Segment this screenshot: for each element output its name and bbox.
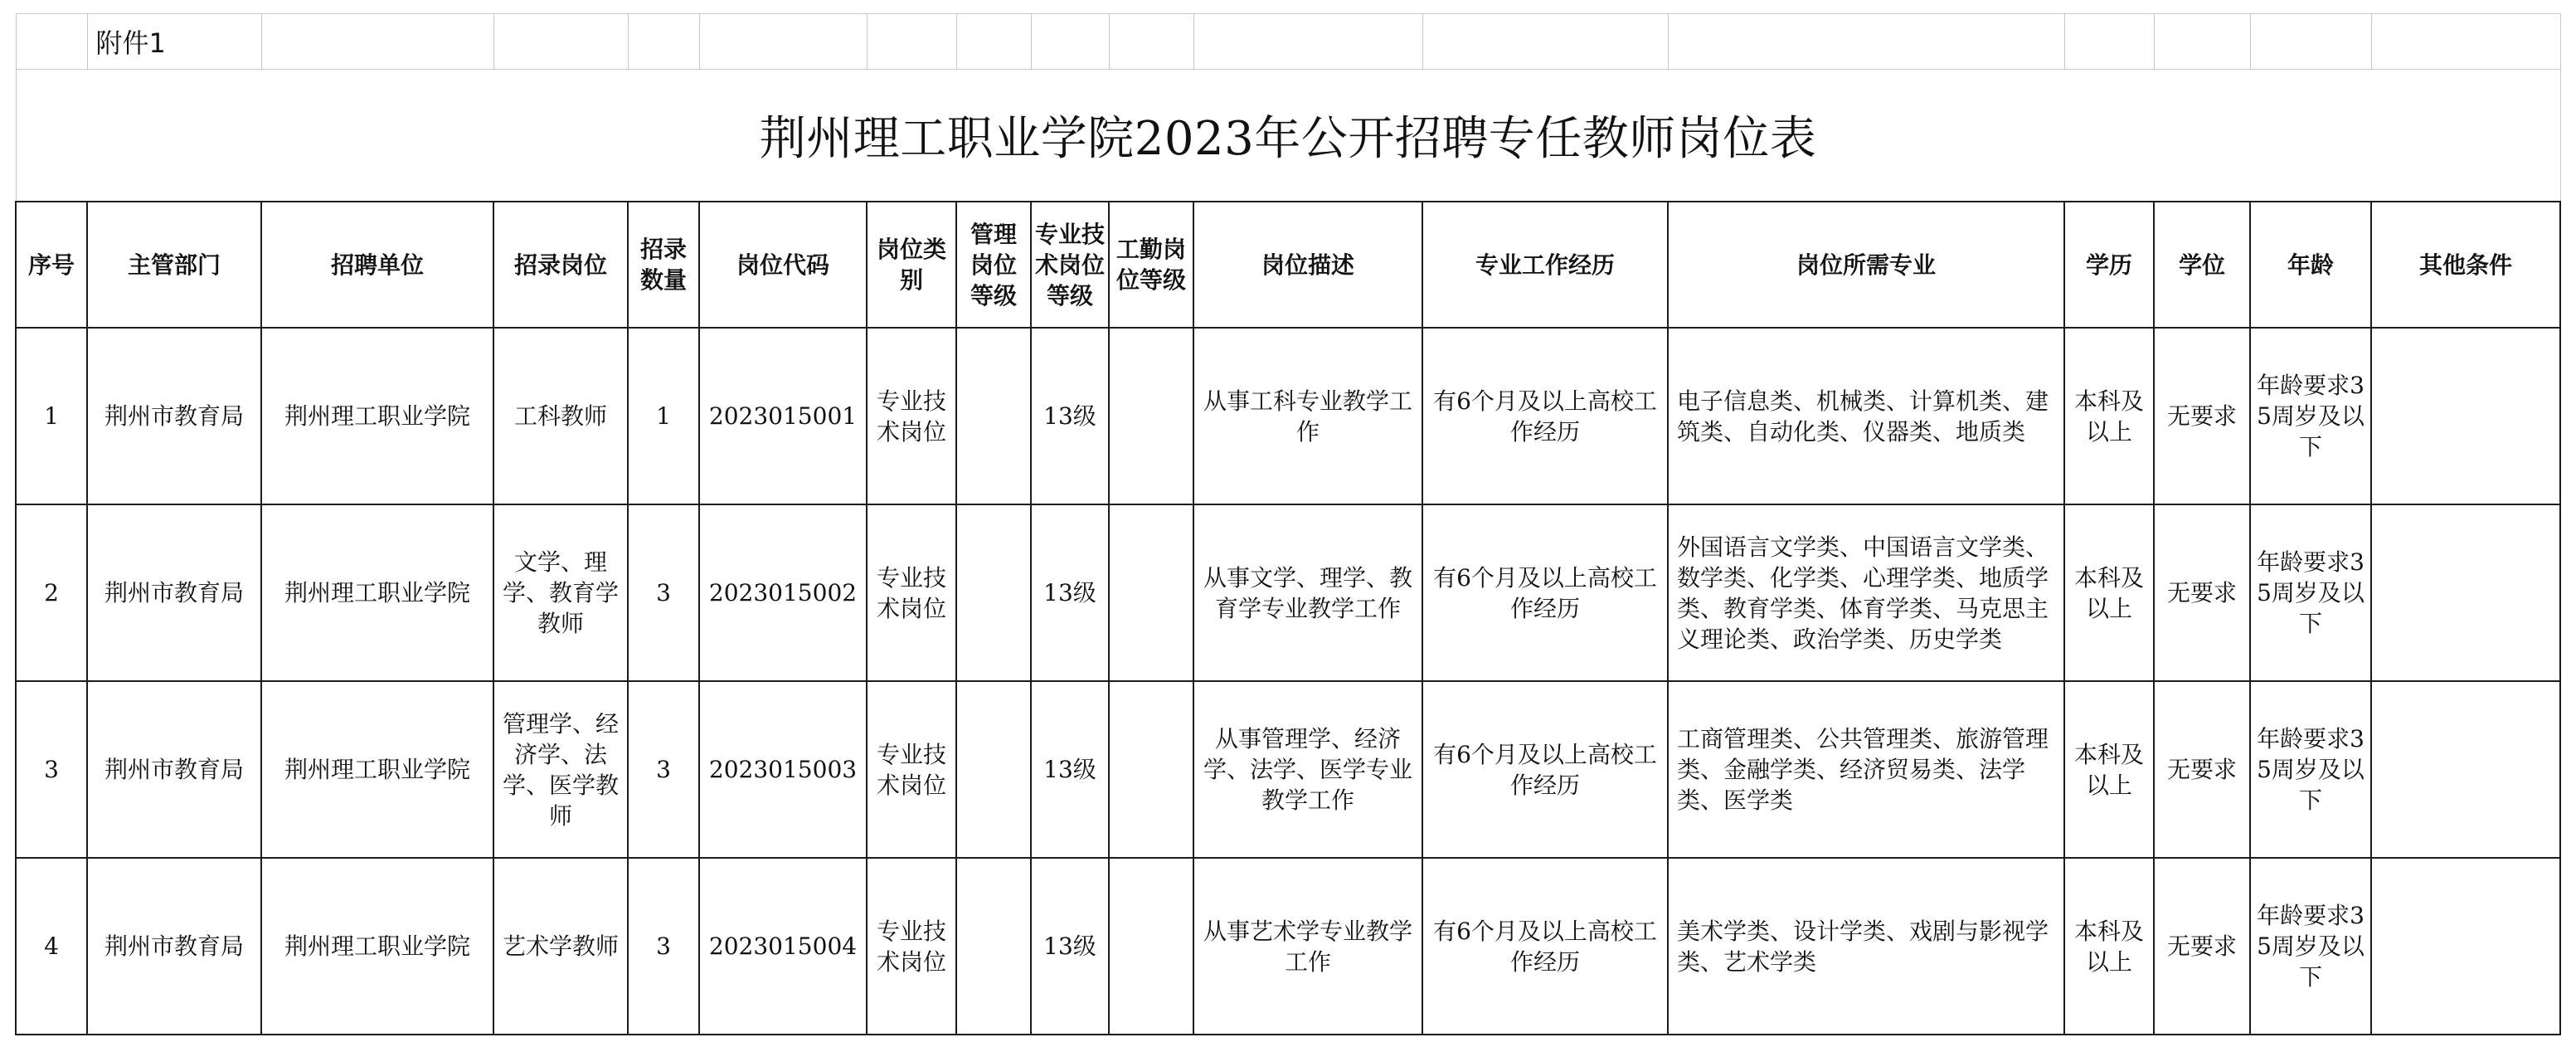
header-majors[interactable]: 岗位所需专业	[1668, 202, 2064, 328]
cell-tech-level[interactable]: 13级	[1031, 504, 1109, 681]
cell-degree[interactable]: 无要求	[2154, 858, 2250, 1035]
cell-majors[interactable]: 工商管理类、公共管理类、旅游管理类、金融学类、经济贸易类、法学类、医学类	[1668, 681, 2064, 858]
cell-age[interactable]: 年龄要求35周岁及以下	[2250, 681, 2371, 858]
cell[interactable]	[1109, 14, 1193, 70]
cell[interactable]	[2064, 14, 2154, 70]
cell-other[interactable]	[2371, 858, 2560, 1035]
cell-description[interactable]: 从事管理学、经济学、法学、医学专业教学工作	[1193, 681, 1422, 858]
header-other[interactable]: 其他条件	[2371, 202, 2560, 328]
cell-age[interactable]: 年龄要求35周岁及以下	[2250, 504, 2371, 681]
cell-mgmt-level[interactable]	[956, 681, 1031, 858]
cell-seq[interactable]: 1	[16, 328, 87, 504]
cell-unit[interactable]: 荆州理工职业学院	[261, 681, 493, 858]
page-title[interactable]: 荆州理工职业学院2023年公开招聘专任教师岗位表	[16, 70, 2560, 202]
cell-dept[interactable]: 荆州市教育局	[87, 328, 261, 504]
cell-code[interactable]: 2023015004	[699, 858, 867, 1035]
header-quota[interactable]: 招录数量	[628, 202, 699, 328]
cell[interactable]	[2250, 14, 2371, 70]
header-unit[interactable]: 招聘单位	[261, 202, 493, 328]
cell-mgmt-level[interactable]	[956, 504, 1031, 681]
cell-unit[interactable]: 荆州理工职业学院	[261, 504, 493, 681]
cell[interactable]	[2371, 14, 2560, 70]
cell-dept[interactable]: 荆州市教育局	[87, 504, 261, 681]
cell-description[interactable]: 从事文学、理学、教育学专业教学工作	[1193, 504, 1422, 681]
cell-quota[interactable]: 3	[628, 504, 699, 681]
cell-experience[interactable]: 有6个月及以上高校工作经历	[1422, 681, 1668, 858]
cell[interactable]	[699, 14, 867, 70]
cell[interactable]	[956, 14, 1031, 70]
cell-position[interactable]: 艺术学教师	[493, 858, 628, 1035]
table-row	[16, 681, 2560, 858]
cell-education[interactable]: 本科及以上	[2064, 328, 2154, 504]
cell-unit[interactable]: 荆州理工职业学院	[261, 328, 493, 504]
cell-education[interactable]: 本科及以上	[2064, 504, 2154, 681]
cell-quota[interactable]: 1	[628, 328, 699, 504]
cell[interactable]	[1031, 14, 1109, 70]
cell-mgmt-level[interactable]	[956, 858, 1031, 1035]
header-category[interactable]: 岗位类别	[867, 202, 956, 328]
cell-education[interactable]: 本科及以上	[2064, 858, 2154, 1035]
header-experience[interactable]: 专业工作经历	[1422, 202, 1668, 328]
header-worker-level[interactable]: 工勤岗位等级	[1109, 202, 1193, 328]
header-position[interactable]: 招录岗位	[493, 202, 628, 328]
header-description[interactable]: 岗位描述	[1193, 202, 1422, 328]
header-tech-level[interactable]: 专业技术岗位等级	[1031, 202, 1109, 328]
cell-code[interactable]: 2023015001	[699, 328, 867, 504]
cell-age[interactable]: 年龄要求35周岁及以下	[2250, 328, 2371, 504]
cell-dept[interactable]: 荆州市教育局	[87, 681, 261, 858]
cell-tech-level[interactable]: 13级	[1031, 858, 1109, 1035]
cell-seq[interactable]: 4	[16, 858, 87, 1035]
cell-tech-level[interactable]: 13级	[1031, 328, 1109, 504]
cell[interactable]	[493, 14, 628, 70]
cell-education[interactable]: 本科及以上	[2064, 681, 2154, 858]
cell[interactable]	[2154, 14, 2250, 70]
cell-worker-level[interactable]	[1109, 504, 1193, 681]
cell-majors[interactable]: 美术学类、设计学类、戏剧与影视学类、艺术学类	[1668, 858, 2064, 1035]
cell-position[interactable]: 管理学、经济学、法学、医学教师	[493, 681, 628, 858]
cell-experience[interactable]: 有6个月及以上高校工作经历	[1422, 504, 1668, 681]
cell-worker-level[interactable]	[1109, 681, 1193, 858]
cell-experience[interactable]: 有6个月及以上高校工作经历	[1422, 328, 1668, 504]
table-row	[16, 504, 2560, 681]
cell-category[interactable]: 专业技术岗位	[867, 504, 956, 681]
cell-worker-level[interactable]	[1109, 328, 1193, 504]
cell-code[interactable]: 2023015003	[699, 681, 867, 858]
cell-seq[interactable]: 3	[16, 681, 87, 858]
header-degree[interactable]: 学位	[2154, 202, 2250, 328]
cell-tech-level[interactable]: 13级	[1031, 681, 1109, 858]
cell[interactable]	[1193, 14, 1422, 70]
cell-mgmt-level[interactable]	[956, 328, 1031, 504]
cell[interactable]	[1422, 14, 1668, 70]
cell-category[interactable]: 专业技术岗位	[867, 858, 956, 1035]
cell-category[interactable]: 专业技术岗位	[867, 681, 956, 858]
cell[interactable]	[628, 14, 699, 70]
cell-majors[interactable]: 电子信息类、机械类、计算机类、建筑类、自动化类、仪器类、地质类	[1668, 328, 2064, 504]
header-code[interactable]: 岗位代码	[699, 202, 867, 328]
cell-position[interactable]: 工科教师	[493, 328, 628, 504]
header-row	[16, 202, 2560, 328]
header-dept[interactable]: 主管部门	[87, 202, 261, 328]
cell-unit[interactable]: 荆州理工职业学院	[261, 858, 493, 1035]
cell-other[interactable]	[2371, 504, 2560, 681]
table-row	[16, 858, 2560, 1035]
cell-majors[interactable]: 外国语言文学类、中国语言文学类、数学类、化学类、心理学类、地质学类、教育学类、体育学类、马克思主义理论类、政治学类、历史学类	[1668, 504, 2064, 681]
recruitment-table	[15, 13, 2561, 1035]
title-row	[16, 70, 2560, 202]
cell[interactable]	[261, 14, 493, 70]
cell-position[interactable]: 文学、理学、教育学教师	[493, 504, 628, 681]
header-seq[interactable]: 序号	[16, 202, 87, 328]
header-age[interactable]: 年龄	[2250, 202, 2371, 328]
header-education[interactable]: 学历	[2064, 202, 2154, 328]
cell-degree[interactable]: 无要求	[2154, 328, 2250, 504]
attachment-row	[16, 14, 2560, 70]
cell-quota[interactable]: 3	[628, 681, 699, 858]
table-row	[16, 328, 2560, 504]
cell-description[interactable]: 从事艺术学专业教学工作	[1193, 858, 1422, 1035]
cell-dept[interactable]: 荆州市教育局	[87, 858, 261, 1035]
cell[interactable]	[867, 14, 956, 70]
cell[interactable]	[1668, 14, 2064, 70]
cell-other[interactable]	[2371, 328, 2560, 504]
cell-degree[interactable]: 无要求	[2154, 681, 2250, 858]
header-mgmt-level[interactable]: 管理岗位等级	[956, 202, 1031, 328]
cell-worker-level[interactable]	[1109, 858, 1193, 1035]
cell-category[interactable]: 专业技术岗位	[867, 328, 956, 504]
cell-quota[interactable]: 3	[628, 858, 699, 1035]
cell-description[interactable]: 从事工科专业教学工作	[1193, 328, 1422, 504]
attachment-label[interactable]: 附件1	[87, 14, 261, 70]
cell-code[interactable]: 2023015002	[699, 504, 867, 681]
cell-degree[interactable]: 无要求	[2154, 504, 2250, 681]
cell[interactable]	[16, 14, 87, 70]
cell-age[interactable]: 年龄要求35周岁及以下	[2250, 858, 2371, 1035]
cell-seq[interactable]: 2	[16, 504, 87, 681]
cell-other[interactable]	[2371, 681, 2560, 858]
cell-experience[interactable]: 有6个月及以上高校工作经历	[1422, 858, 1668, 1035]
